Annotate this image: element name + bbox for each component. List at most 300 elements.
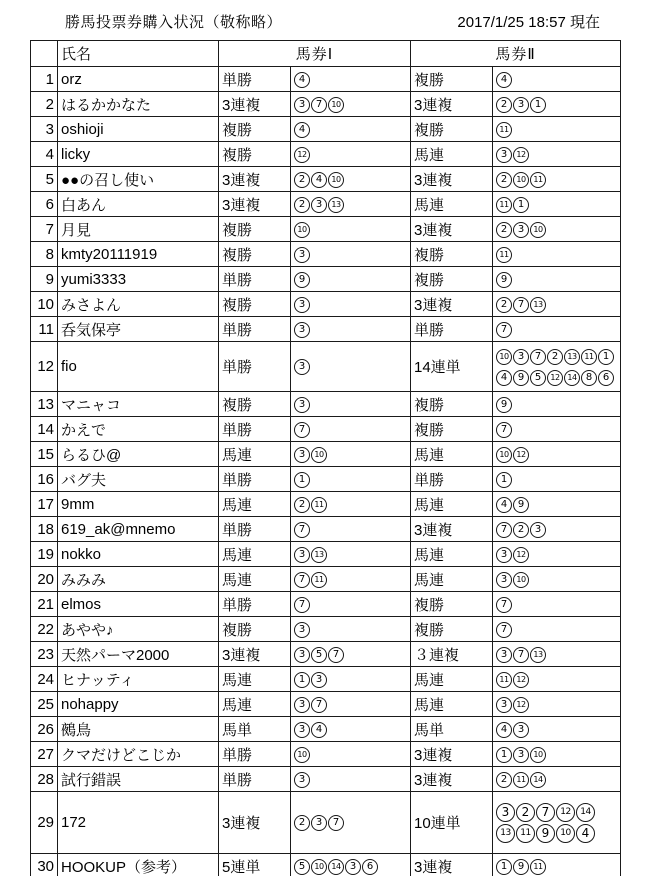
table-row bbox=[31, 742, 621, 767]
horse-number-badge: 11 bbox=[496, 672, 512, 688]
horse-number-line bbox=[496, 594, 617, 615]
row-number: 27 bbox=[31, 742, 58, 767]
horse-number-line bbox=[496, 119, 617, 140]
bet2-numbers bbox=[493, 242, 621, 267]
horse-number-badge: 13 bbox=[496, 824, 515, 843]
bettor-name: ●●の召し使い bbox=[58, 167, 219, 192]
table-row bbox=[31, 242, 621, 267]
horse-number-badge: 12 bbox=[513, 672, 529, 688]
bet1-type: 複勝 bbox=[219, 142, 291, 167]
row-number: 19 bbox=[31, 542, 58, 567]
bet2-numbers bbox=[493, 667, 621, 692]
horse-number-badge: 3 bbox=[294, 97, 310, 113]
table-row bbox=[31, 567, 621, 592]
table-row bbox=[31, 142, 621, 167]
horse-number-badge: 12 bbox=[294, 147, 310, 163]
horse-number-line bbox=[496, 169, 617, 190]
table-body bbox=[31, 67, 621, 876]
horse-number-badge: 13 bbox=[530, 297, 546, 313]
bet2-type: 複勝 bbox=[411, 392, 493, 417]
horse-number-badge: 10 bbox=[294, 222, 310, 238]
bettor-name: 9mm bbox=[58, 492, 219, 517]
horse-number-badge: 14 bbox=[328, 859, 344, 875]
horse-number-badge: 4 bbox=[294, 122, 310, 138]
bet2-numbers bbox=[493, 267, 621, 292]
horse-number-line bbox=[496, 394, 617, 415]
bet2-numbers bbox=[493, 592, 621, 617]
bet1-type: 単勝 bbox=[219, 742, 291, 767]
horse-number-badge: 13 bbox=[564, 349, 580, 365]
horse-number-line bbox=[496, 544, 617, 565]
bettor-name: 白あん bbox=[58, 192, 219, 217]
horse-number-badge: 10 bbox=[311, 859, 327, 875]
horse-number-line bbox=[294, 594, 407, 615]
bet2-type: 10連単 bbox=[411, 792, 493, 854]
horse-number-line bbox=[496, 644, 617, 665]
bet2-type: 3連複 bbox=[411, 742, 493, 767]
horse-number-badge: 7 bbox=[513, 297, 529, 313]
row-number: 11 bbox=[31, 317, 58, 342]
bet2-numbers bbox=[493, 767, 621, 792]
horse-number-badge: 10 bbox=[294, 747, 310, 763]
table-row bbox=[31, 467, 621, 492]
bet2-type: 馬単 bbox=[411, 717, 493, 742]
bet2-type: 馬連 bbox=[411, 667, 493, 692]
horse-number-badge: 1 bbox=[598, 349, 614, 365]
horse-number-line bbox=[496, 494, 617, 515]
table-row bbox=[31, 317, 621, 342]
table-row bbox=[31, 217, 621, 242]
row-number: 13 bbox=[31, 392, 58, 417]
horse-number-badge: 8 bbox=[581, 370, 597, 386]
bettor-name: kmty20111919 bbox=[58, 242, 219, 267]
bettor-name: 172 bbox=[58, 792, 219, 854]
horse-number-badge: 3 bbox=[294, 359, 310, 375]
bettor-name: ヒナッティ bbox=[58, 667, 219, 692]
horse-number-badge: 10 bbox=[530, 222, 546, 238]
bet2-numbers bbox=[493, 417, 621, 442]
horse-number-badge: 7 bbox=[294, 422, 310, 438]
horse-number-badge: 7 bbox=[496, 522, 512, 538]
bet2-numbers bbox=[493, 67, 621, 92]
horse-number-line bbox=[294, 119, 407, 140]
horse-number-badge: 2 bbox=[294, 172, 310, 188]
bet1-type: 3連複 bbox=[219, 792, 291, 854]
horse-number-line bbox=[294, 269, 407, 290]
bet1-type: 単勝 bbox=[219, 342, 291, 392]
header-bet1: 馬券Ⅰ bbox=[219, 41, 411, 67]
bet1-type: 馬連 bbox=[219, 692, 291, 717]
horse-number-badge: 3 bbox=[496, 803, 515, 822]
bet2-numbers bbox=[493, 617, 621, 642]
horse-number-line bbox=[496, 769, 617, 790]
bet1-numbers bbox=[291, 92, 411, 117]
bet1-numbers bbox=[291, 167, 411, 192]
row-number: 21 bbox=[31, 592, 58, 617]
horse-number-line bbox=[496, 269, 617, 290]
table-row bbox=[31, 117, 621, 142]
bet1-numbers bbox=[291, 667, 411, 692]
horse-number-badge: 4 bbox=[496, 72, 512, 88]
row-number: 5 bbox=[31, 167, 58, 192]
horse-number-badge: 3 bbox=[294, 547, 310, 563]
row-number: 25 bbox=[31, 692, 58, 717]
bettor-name: らるひ@ bbox=[58, 442, 219, 467]
horse-number-line bbox=[294, 169, 407, 190]
horse-number-badge: 11 bbox=[581, 349, 597, 365]
horse-number-line bbox=[294, 769, 407, 790]
header-bet2: 馬券Ⅱ bbox=[411, 41, 621, 67]
horse-number-badge: 13 bbox=[328, 197, 344, 213]
horse-number-badge: 7 bbox=[294, 597, 310, 613]
bet1-numbers bbox=[291, 717, 411, 742]
horse-number-badge: 10 bbox=[496, 447, 512, 463]
horse-number-line bbox=[294, 219, 407, 240]
horse-number-badge: 2 bbox=[516, 803, 535, 822]
bet2-type: 14連単 bbox=[411, 342, 493, 392]
table-row bbox=[31, 792, 621, 854]
bet2-type: 3連複 bbox=[411, 292, 493, 317]
horse-number-badge: 3 bbox=[311, 815, 327, 831]
horse-number-line bbox=[294, 812, 407, 833]
bettor-name: みさよん bbox=[58, 292, 219, 317]
horse-number-badge: 7 bbox=[496, 422, 512, 438]
horse-number-badge: 3 bbox=[294, 297, 310, 313]
bet2-numbers bbox=[493, 392, 621, 417]
bet1-numbers bbox=[291, 217, 411, 242]
horse-number-line bbox=[496, 244, 617, 265]
horse-number-badge: 3 bbox=[345, 859, 361, 875]
row-number: 7 bbox=[31, 217, 58, 242]
bettor-name: バグ夫 bbox=[58, 467, 219, 492]
bet2-type: 3連複 bbox=[411, 517, 493, 542]
horse-number-line bbox=[294, 294, 407, 315]
horse-number-badge: 9 bbox=[496, 272, 512, 288]
bettor-name: yumi3333 bbox=[58, 267, 219, 292]
bet2-numbers bbox=[493, 142, 621, 167]
bet1-type: 3連複 bbox=[219, 192, 291, 217]
horse-number-line bbox=[496, 469, 617, 490]
horse-number-badge: 3 bbox=[311, 197, 327, 213]
bet1-numbers bbox=[291, 417, 411, 442]
table-row bbox=[31, 492, 621, 517]
bet1-numbers bbox=[291, 692, 411, 717]
row-number: 9 bbox=[31, 267, 58, 292]
bet1-type: 馬連 bbox=[219, 442, 291, 467]
bettor-name: 試行錯誤 bbox=[58, 767, 219, 792]
row-number: 18 bbox=[31, 517, 58, 542]
horse-number-line bbox=[496, 69, 617, 90]
horse-number-line bbox=[294, 94, 407, 115]
bet2-type: 馬連 bbox=[411, 192, 493, 217]
bet2-type: 馬連 bbox=[411, 692, 493, 717]
horse-number-line bbox=[294, 644, 407, 665]
horse-number-badge: 3 bbox=[294, 722, 310, 738]
bet1-numbers bbox=[291, 592, 411, 617]
horse-number-badge: 3 bbox=[496, 647, 512, 663]
horse-number-line bbox=[496, 94, 617, 115]
horse-number-badge: 9 bbox=[294, 272, 310, 288]
bet2-numbers bbox=[493, 292, 621, 317]
bet1-type: 馬単 bbox=[219, 717, 291, 742]
bet1-type: 複勝 bbox=[219, 242, 291, 267]
table-row bbox=[31, 617, 621, 642]
header-name: 氏名 bbox=[58, 41, 219, 67]
horse-number-badge: 3 bbox=[496, 572, 512, 588]
bet1-type: 単勝 bbox=[219, 267, 291, 292]
horse-number-badge: 7 bbox=[530, 349, 546, 365]
bet2-numbers bbox=[493, 567, 621, 592]
bet2-numbers bbox=[493, 854, 621, 876]
bettor-name: はるかかなた bbox=[58, 92, 219, 117]
horse-number-line bbox=[496, 367, 617, 388]
bet2-type: 馬連 bbox=[411, 142, 493, 167]
bet1-type: 馬連 bbox=[219, 492, 291, 517]
bet1-type: 複勝 bbox=[219, 617, 291, 642]
bettor-name: licky bbox=[58, 142, 219, 167]
horse-number-badge: 7 bbox=[496, 597, 512, 613]
bet1-type: 単勝 bbox=[219, 592, 291, 617]
bet1-type: 馬連 bbox=[219, 667, 291, 692]
horse-number-badge: 6 bbox=[598, 370, 614, 386]
bettor-name: HOOKUP（参考） bbox=[58, 854, 219, 876]
table-row bbox=[31, 517, 621, 542]
bet1-numbers bbox=[291, 854, 411, 876]
bet2-type: 馬連 bbox=[411, 442, 493, 467]
bet2-numbers bbox=[493, 492, 621, 517]
horse-number-line bbox=[294, 719, 407, 740]
horse-number-badge: 3 bbox=[530, 522, 546, 538]
row-number: 17 bbox=[31, 492, 58, 517]
horse-number-line bbox=[496, 569, 617, 590]
bet2-type: 単勝 bbox=[411, 467, 493, 492]
row-number: 30 bbox=[31, 854, 58, 876]
horse-number-badge: 5 bbox=[311, 647, 327, 663]
horse-number-line bbox=[294, 194, 407, 215]
row-number: 1 bbox=[31, 67, 58, 92]
bet2-numbers bbox=[493, 642, 621, 667]
horse-number-badge: 11 bbox=[516, 824, 535, 843]
horse-number-badge: 4 bbox=[576, 824, 595, 843]
bet2-type: 3連複 bbox=[411, 167, 493, 192]
bettor-name: みみみ bbox=[58, 567, 219, 592]
bet2-type: 馬連 bbox=[411, 492, 493, 517]
table-row bbox=[31, 667, 621, 692]
horse-number-badge: 6 bbox=[362, 859, 378, 875]
horse-number-badge: 2 bbox=[294, 197, 310, 213]
bet2-type: 複勝 bbox=[411, 67, 493, 92]
horse-number-badge: 10 bbox=[513, 172, 529, 188]
horse-number-badge: 4 bbox=[294, 72, 310, 88]
horse-number-badge: 3 bbox=[513, 722, 529, 738]
bet1-numbers bbox=[291, 342, 411, 392]
bet1-type: 複勝 bbox=[219, 217, 291, 242]
row-number: 16 bbox=[31, 467, 58, 492]
bet1-type: 3連複 bbox=[219, 167, 291, 192]
bettor-name: 呑気保亭 bbox=[58, 317, 219, 342]
bet1-type: 単勝 bbox=[219, 317, 291, 342]
horse-number-badge: 2 bbox=[496, 97, 512, 113]
horse-number-badge: 3 bbox=[294, 397, 310, 413]
horse-number-line bbox=[294, 619, 407, 640]
bet1-numbers bbox=[291, 792, 411, 854]
bet2-type: ３連複 bbox=[411, 642, 493, 667]
row-number: 4 bbox=[31, 142, 58, 167]
horse-number-badge: 4 bbox=[311, 172, 327, 188]
horse-number-badge: 11 bbox=[311, 497, 327, 513]
horse-number-badge: 2 bbox=[294, 815, 310, 831]
bet1-numbers bbox=[291, 267, 411, 292]
bettor-name: 619_ak@mnemo bbox=[58, 517, 219, 542]
horse-number-badge: 11 bbox=[513, 772, 529, 788]
horse-number-line bbox=[496, 219, 617, 240]
horse-number-badge: 7 bbox=[513, 647, 529, 663]
horse-number-badge: 7 bbox=[311, 97, 327, 113]
horse-number-badge: 10 bbox=[513, 572, 529, 588]
horse-number-line bbox=[294, 544, 407, 565]
horse-number-badge: 4 bbox=[311, 722, 327, 738]
horse-number-badge: 2 bbox=[496, 297, 512, 313]
horse-number-badge: 10 bbox=[496, 349, 512, 365]
table-row bbox=[31, 192, 621, 217]
bet2-type: 3連複 bbox=[411, 217, 493, 242]
horse-number-badge: 1 bbox=[294, 472, 310, 488]
row-number: 15 bbox=[31, 442, 58, 467]
horse-number-badge: 5 bbox=[530, 370, 546, 386]
table-row bbox=[31, 542, 621, 567]
bet2-numbers bbox=[493, 717, 621, 742]
bet1-type: 複勝 bbox=[219, 117, 291, 142]
bet1-type: 3連複 bbox=[219, 642, 291, 667]
horse-number-badge: 1 bbox=[294, 672, 310, 688]
bet2-numbers bbox=[493, 792, 621, 854]
bet2-type: 複勝 bbox=[411, 592, 493, 617]
bet1-type: 複勝 bbox=[219, 392, 291, 417]
horse-number-badge: 2 bbox=[547, 349, 563, 365]
bet2-numbers bbox=[493, 442, 621, 467]
horse-number-badge: 12 bbox=[513, 447, 529, 463]
horse-number-line bbox=[294, 244, 407, 265]
table-row bbox=[31, 767, 621, 792]
horse-number-line bbox=[496, 144, 617, 165]
horse-number-badge: 12 bbox=[513, 697, 529, 713]
row-number: 24 bbox=[31, 667, 58, 692]
horse-number-badge: 14 bbox=[564, 370, 580, 386]
bettor-name: マニャコ bbox=[58, 392, 219, 417]
horse-number-badge: 9 bbox=[513, 859, 529, 875]
horse-number-badge: 13 bbox=[311, 547, 327, 563]
horse-number-badge: 12 bbox=[513, 547, 529, 563]
bet1-numbers bbox=[291, 642, 411, 667]
bet1-numbers bbox=[291, 492, 411, 517]
horse-number-line bbox=[294, 444, 407, 465]
horse-number-line bbox=[496, 694, 617, 715]
page-title: 勝馬投票券購入状況（敬称略） bbox=[65, 14, 283, 31]
bet1-numbers bbox=[291, 467, 411, 492]
bet2-type: 複勝 bbox=[411, 267, 493, 292]
header-row bbox=[31, 41, 621, 67]
horse-number-badge: 2 bbox=[496, 772, 512, 788]
row-number: 3 bbox=[31, 117, 58, 142]
table-row bbox=[31, 292, 621, 317]
horse-number-badge: 7 bbox=[294, 572, 310, 588]
bet1-numbers bbox=[291, 442, 411, 467]
horse-number-badge: 7 bbox=[328, 647, 344, 663]
horse-number-badge: 3 bbox=[513, 222, 529, 238]
bet2-type: 3連複 bbox=[411, 854, 493, 876]
bet2-numbers bbox=[493, 692, 621, 717]
bet2-numbers bbox=[493, 517, 621, 542]
horse-number-badge: 10 bbox=[328, 172, 344, 188]
horse-number-badge: 3 bbox=[513, 349, 529, 365]
horse-number-badge: 3 bbox=[513, 97, 529, 113]
row-number: 29 bbox=[31, 792, 58, 854]
horse-number-line bbox=[496, 744, 617, 765]
bet2-numbers bbox=[493, 742, 621, 767]
horse-number-badge: 9 bbox=[513, 370, 529, 386]
bet1-numbers bbox=[291, 392, 411, 417]
horse-number-badge: 7 bbox=[496, 322, 512, 338]
horse-number-line bbox=[496, 802, 617, 823]
horse-number-line bbox=[496, 856, 617, 876]
horse-number-badge: 2 bbox=[294, 497, 310, 513]
horse-number-line bbox=[496, 444, 617, 465]
horse-number-badge: 3 bbox=[294, 697, 310, 713]
horse-number-badge: 3 bbox=[513, 747, 529, 763]
bet2-type: 馬連 bbox=[411, 567, 493, 592]
bet1-numbers bbox=[291, 767, 411, 792]
bettor-name: クマだけどこじか bbox=[58, 742, 219, 767]
horse-number-badge: 1 bbox=[496, 859, 512, 875]
horse-number-badge: 2 bbox=[513, 522, 529, 538]
horse-number-badge: 14 bbox=[576, 803, 595, 822]
row-number: 2 bbox=[31, 92, 58, 117]
betting-table bbox=[30, 40, 621, 876]
bet1-type: 単勝 bbox=[219, 67, 291, 92]
table-row bbox=[31, 642, 621, 667]
horse-number-line bbox=[496, 669, 617, 690]
horse-number-badge: 7 bbox=[311, 697, 327, 713]
horse-number-badge: 11 bbox=[530, 172, 546, 188]
table-row bbox=[31, 692, 621, 717]
bet1-type: 単勝 bbox=[219, 767, 291, 792]
horse-number-line bbox=[496, 346, 617, 367]
horse-number-line bbox=[496, 294, 617, 315]
horse-number-line bbox=[294, 394, 407, 415]
row-number: 10 bbox=[31, 292, 58, 317]
bet1-numbers bbox=[291, 192, 411, 217]
bettor-name: elmos bbox=[58, 592, 219, 617]
bet1-type: 5連単 bbox=[219, 854, 291, 876]
bet2-type: 複勝 bbox=[411, 417, 493, 442]
horse-number-badge: 1 bbox=[513, 197, 529, 213]
bettor-name: orz bbox=[58, 67, 219, 92]
horse-number-badge: 11 bbox=[496, 247, 512, 263]
horse-number-badge: 3 bbox=[294, 622, 310, 638]
bet2-numbers bbox=[493, 117, 621, 142]
horse-number-badge: 10 bbox=[311, 447, 327, 463]
horse-number-badge: 14 bbox=[530, 772, 546, 788]
bet2-type: 馬連 bbox=[411, 542, 493, 567]
bet1-numbers bbox=[291, 617, 411, 642]
horse-number-badge: 3 bbox=[294, 447, 310, 463]
horse-number-line bbox=[496, 194, 617, 215]
bet1-type: 馬連 bbox=[219, 542, 291, 567]
bet2-numbers bbox=[493, 317, 621, 342]
horse-number-line bbox=[294, 669, 407, 690]
bettor-name: nokko bbox=[58, 542, 219, 567]
horse-number-badge: 3 bbox=[311, 672, 327, 688]
